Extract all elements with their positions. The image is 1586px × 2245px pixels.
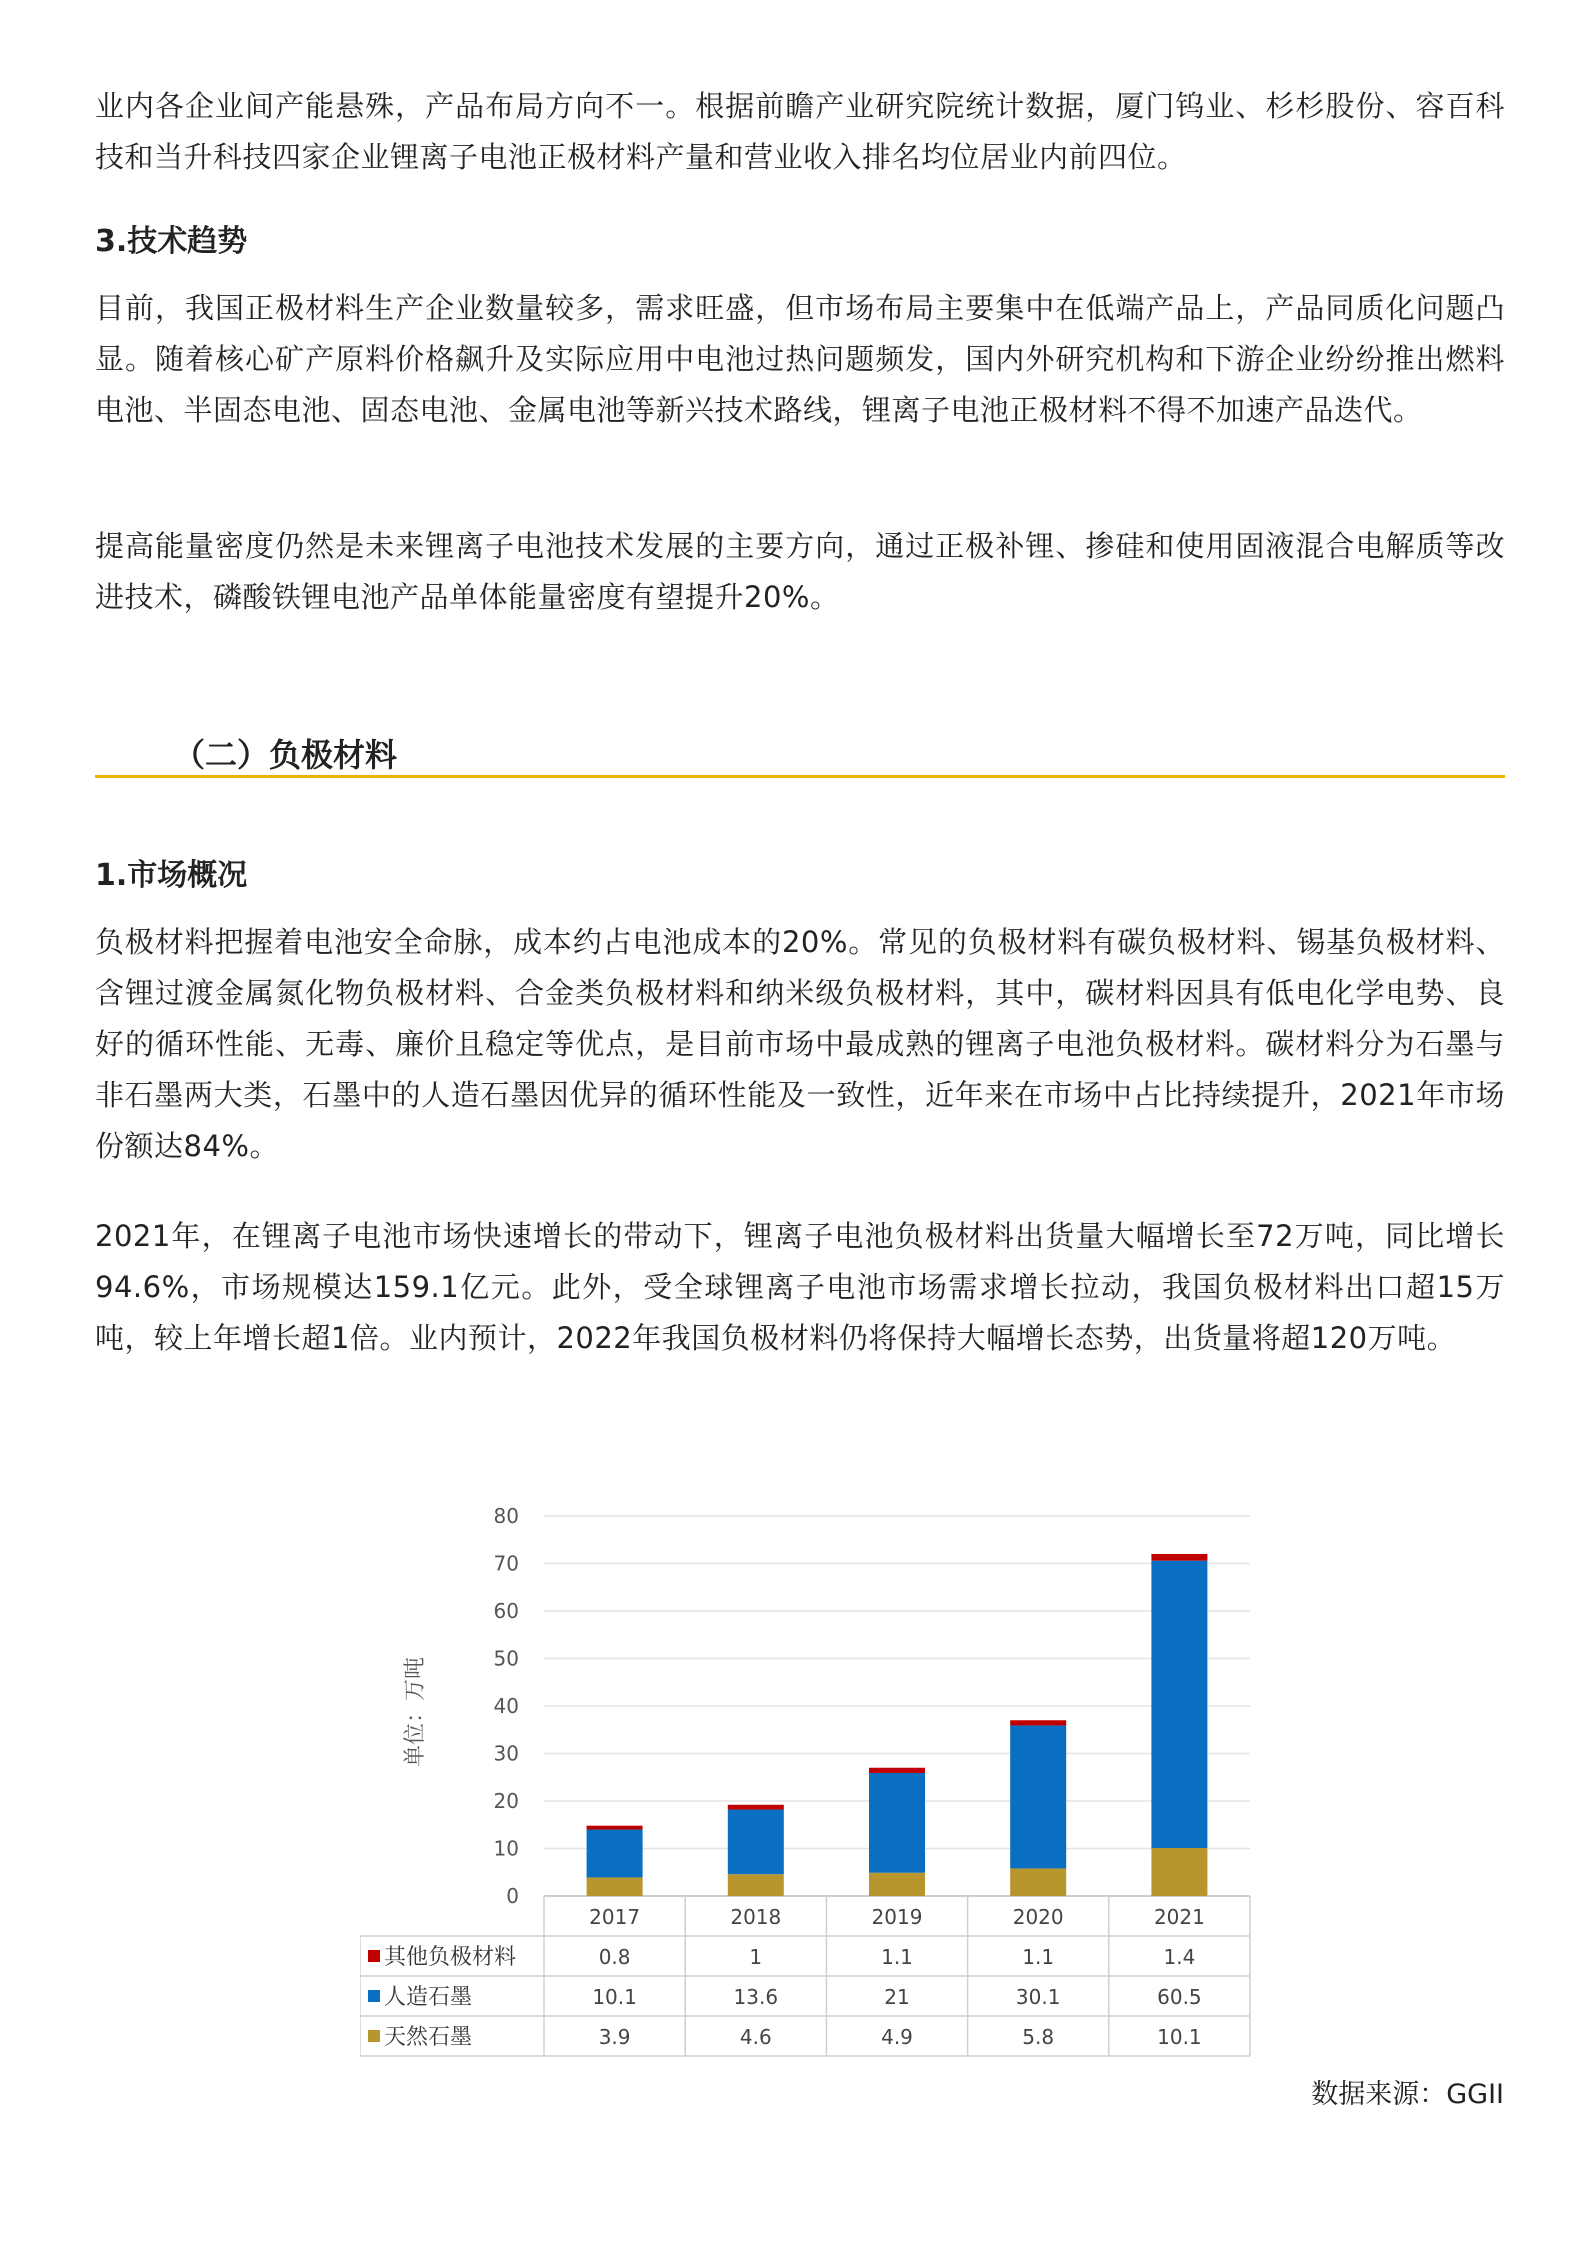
y-tick-label: 0 [506,1884,519,1908]
bar-人造石墨 [728,1810,784,1875]
intro-paragraph: 业内各企业间产能悬殊，产品布局方向不一。根据前瞻产业研究院统计数据，厦门钨业、杉杉股份、容百科技和当升科技四家企业锂离子电池正极材料产量和营业收入排名均位居业内前四位。 [95,89,1505,174]
bar-其他负极材料 [1151,1554,1207,1561]
market-paragraph-1: 负极材料把握着电池安全命脉，成本约占电池成本的20%。常见的负极材料有碳负极材料、锡基负极材料、含锂过渡金属氮化物负极材料、合金类负极材料和纳米级负极材料，其中，碳材料因具有低电化学电势、良好的循环性能、无毒、廉价且稳定等优点，是目前市场中最成熟的锂离子电池负极材料。碳材料分为石墨与非石墨两大类，石墨中的人造石墨因优异的循环性能及一致性，近年来在市场中占比持续提升，2021年市场份额达84%。 [95,925,1505,1163]
chart-svg [360,1490,1260,2060]
y-tick-label: 20 [493,1789,519,1813]
tech-paragraph-1: 目前，我国正极材料生产企业数量较多，需求旺盛，但市场布局主要集中在低端产品上，产品同质化问题凸显。随着核心矿产原料价格飙升及实际应用中电池过热问题频发，国内外研究机构和下游企业纷纷推出燃料电池、半固态电池、固态电池、金属电池等新兴技术路线，锂离子电池正极材料不得不加速产品迭代。 [95,291,1505,427]
y-tick-label: 60 [493,1599,519,1623]
legend-label: 其他负极材料 [384,1945,517,1970]
legend-swatch [368,1950,380,1962]
market-overview-heading: 1.市场概况 [95,858,248,893]
bar-人造石墨 [869,1773,925,1873]
bar-天然石墨 [1151,1848,1207,1896]
market-paragraph-2: 2021年，在锂离子电池市场快速增长的带动下，锂离子电池负极材料出货量大幅增长至72万吨，同比增长94.6%，市场规模达159.1亿元。此外，受全球锂离子电池市场需求增长拉动，我国负极材料出口超15万吨，较上年增长超1倍。业内预计，2022年我国负极材料仍将保持大幅增长态势，出货量将超120万吨。 [95,1219,1505,1355]
data-label: 30.1 [1015,1985,1061,2009]
bar-人造石墨 [587,1830,643,1878]
data-label: 1 [749,1945,763,1969]
data-label: 1.1 [881,1945,913,1969]
data-label: 10.1 [592,1985,637,2009]
legend-swatch [368,1990,380,2002]
tech-paragraph-2: 提高能量密度仍然是未来锂离子电池技术发展的主要方向，通过正极补锂、掺硅和使用固液混合电解质等改进技术，磷酸铁锂电池产品单体能量密度有望提升20%。 [95,529,1505,614]
bar-天然石墨 [587,1877,643,1896]
x-tick-label: 2021 [1153,1905,1205,1929]
tech-trend-heading: 3.技术趋势 [95,224,248,259]
section-heading-anode: （二）负极材料 [173,736,398,774]
bar-天然石墨 [869,1873,925,1896]
y-tick-label: 10 [493,1836,519,1861]
data-label: 10.1 [1157,2025,1202,2049]
y-tick-label: 50 [493,1646,519,1671]
bar-天然石墨 [728,1874,784,1896]
x-tick-label: 2020 [1012,1905,1064,1929]
data-label: 4.9 [881,2025,913,2049]
data-label: 1.1 [1022,1945,1055,1969]
y-tick-label: 70 [493,1551,519,1576]
x-tick-label: 2018 [730,1905,782,1929]
data-label: 3.9 [598,2025,631,2049]
y-tick-label: 80 [493,1504,519,1528]
bar-其他负极材料 [587,1826,643,1830]
bar-人造石墨 [1151,1561,1207,1848]
data-label: 1.4 [1163,1945,1196,1969]
anode-shipment-chart [360,1490,1260,2060]
bar-其他负极材料 [1010,1720,1066,1725]
section-divider [95,775,1505,778]
data-source-note: 数据来源：GGII [1311,2079,1504,2110]
data-label: 0.8 [598,1945,631,1969]
legend-label: 人造石墨 [384,1985,473,2010]
data-label: 13.6 [733,1985,779,2009]
x-tick-label: 2019 [871,1905,923,1929]
data-label: 4.6 [739,2025,772,2049]
bar-其他负极材料 [869,1768,925,1773]
y-tick-label: 30 [493,1741,519,1766]
legend-label: 天然石墨 [384,2025,473,2050]
y-axis-label: 单位：万吨 [403,1656,428,1768]
data-label: 60.5 [1157,1985,1202,2009]
bar-其他负极材料 [728,1805,784,1810]
data-label: 5.8 [1022,2025,1055,2049]
bar-天然石墨 [1010,1868,1066,1896]
y-tick-label: 40 [493,1694,519,1718]
x-tick-label: 2017 [589,1905,641,1929]
bar-人造石墨 [1010,1725,1066,1868]
data-label: 21 [884,1985,910,2009]
legend-swatch [368,2030,380,2042]
